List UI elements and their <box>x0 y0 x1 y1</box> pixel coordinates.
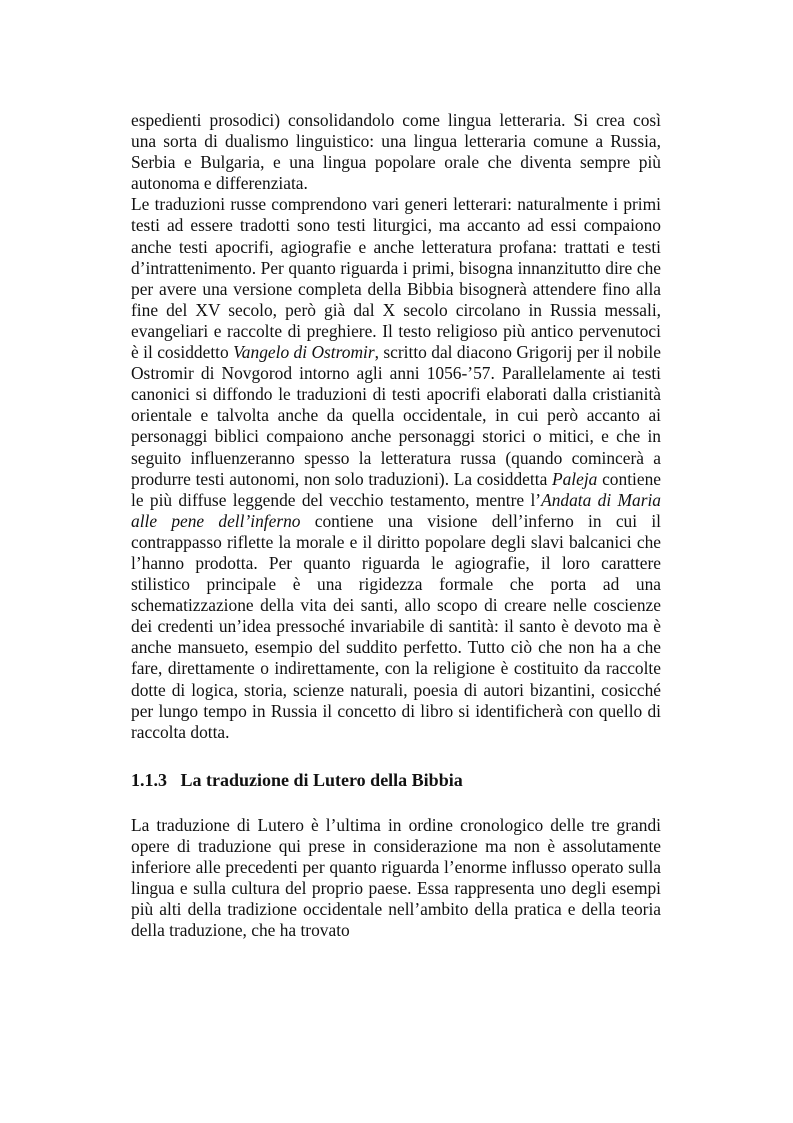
italic-title: Andata di Maria alle pene dell’inferno <box>131 489 661 531</box>
paragraph-continuation: espedienti prosodici) consolidandolo come lingua letteraria. Si crea così una sorta di dualismo linguistico: una lingua letteraria comune a Russia, Serbia e Bulgaria, e una lingua popolare orale che diventa sempre più autonoma e differenziata. <box>131 110 661 194</box>
section-number: 1.1.3 <box>131 769 167 790</box>
text-run: contiene una visione dell’inferno in cui il contrappasso riflette la morale e il diritto popolare degli slavi balcanici che l’hanno prodotta. Per quanto riguarda le agiografie, il loro carattere stilistico principale è una rigidezza formale che porta ad una schematizzazione della vita dei santi, allo scopo di creare nelle coscienze dei credenti un’idea pressoché invariabile di santità: il santo è devoto ma è anche mansueto, esempio del suddito perfetto. Tutto ciò che non ha a che fare, direttamente o indirettamente, con la religione è costituito da raccolte dotte di logica, storia, scienze naturali, poesia di autori bizantini, cosicché per lungo tempo in Russia il concetto di libro si identificherà con quello di raccolta dotta. <box>131 510 661 742</box>
section-title: La traduzione di Lutero della Bibbia <box>180 769 463 790</box>
italic-title: Vangelo di Ostromir <box>233 342 375 363</box>
section-heading <box>131 769 661 791</box>
text-run: contiene le più diffuse leggende del vecchio testamento, mentre l’ <box>131 468 661 510</box>
text-run: Le traduzioni russe comprendono vari generi letterari: naturalmente i primi testi ad essere tradotti sono testi liturgici, ma accanto ad essi compaiono anche testi apocrifi, agiografie e anche letteratura profana: trattati e testi d’intrattenimento. Per quanto riguarda i primi, bisogna innanzitutto dire che per avere una versione completa della Bibbia bisognerà attendere fino alla fine del XV secolo, però già dal X secolo circolano in Russia messali, evangeliari e raccolte di preghiere. Il testo religioso più antico pervenutoci è il cosiddetto <box>131 194 661 363</box>
text-run: , scritto dal diacono Grigorij per il nobile Ostromir di Novgorod intorno agli anni 1056-’57. Parallelamente ai testi canonici si diffondo le traduzioni di testi apocrifi elaborati dalla cristianità orientale e talvolta anche da quella occidentale, in cui però accanto ai personaggi biblici compaiono anche personaggi storici o mitici, e che in seguito influenzeranno spesso la letteratura russa (quando comincerà a produrre testi autonomi, non solo traduzioni). La cosiddetta <box>131 342 661 489</box>
paragraph-luther-translation: La traduzione di Lutero è l’ultima in ordine cronologico delle tre grandi opere di traduzione qui prese in considerazione ma non è assolutamente inferiore alle precedenti per quanto riguarda l’enorme influsso operato sulla lingua e sulla cultura del proprio paese. Essa rappresenta uno degli esempi più alti della tradizione occidentale nell’ambito della pratica e della teoria della traduzione, che ha trovato <box>131 814 661 941</box>
italic-title: Paleja <box>551 468 598 489</box>
paragraph-russian-translations <box>131 194 661 742</box>
document-page <box>131 110 661 941</box>
